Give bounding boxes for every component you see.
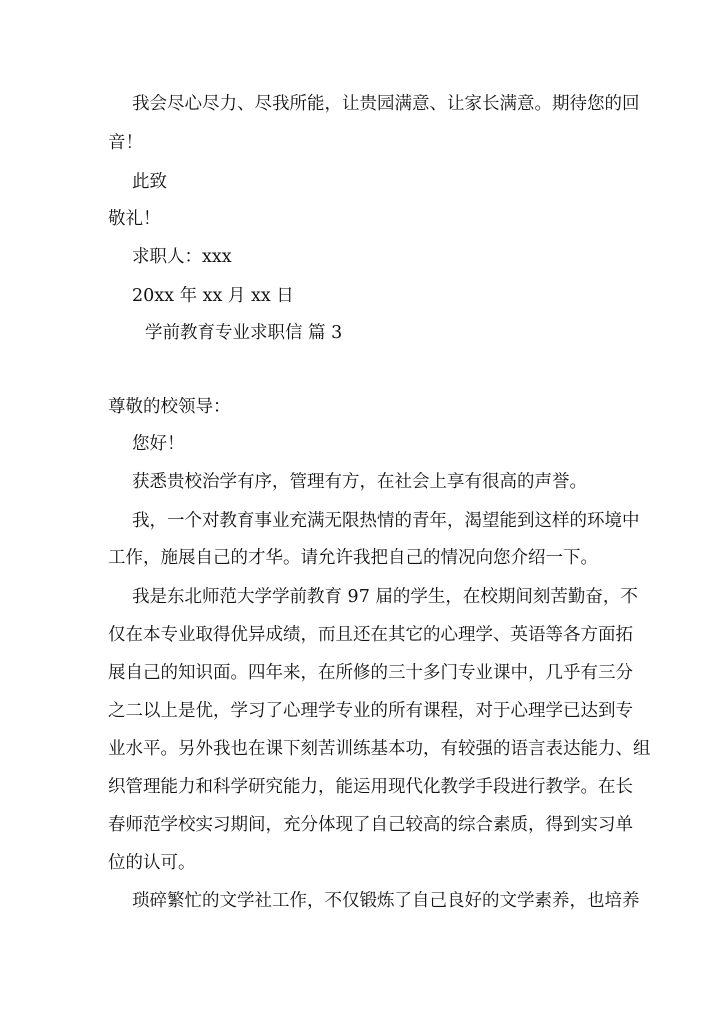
text-line: 之二以上是优，学习了心理学专业的所有课程，对于心理学已达到专 bbox=[108, 701, 633, 721]
text-line: 敬礼！ bbox=[108, 209, 161, 229]
text-line: 此致 bbox=[132, 172, 167, 192]
text-line: 业水平。另外我也在课下刻苦训练基本功，有较强的语言表达能力、组 bbox=[108, 739, 651, 759]
section-heading: 学前教育专业求职信 篇 3 bbox=[145, 323, 343, 343]
text-line: 琐碎繁忙的文学社工作，不仅锻炼了自己良好的文学素养，也培养 bbox=[132, 891, 640, 911]
text-line: 音！ bbox=[108, 133, 143, 153]
text-line: 展自己的知识面。四年来，在所修的三十多门专业课中，几乎有三分 bbox=[108, 663, 633, 683]
text-line: 我是东北师范大学学前教育 97 届的学生，在校期间刻苦勤奋，不 bbox=[132, 587, 638, 607]
text-line: 春师范学校实习期间，充分体现了自己较高的综合素质，得到实习单 bbox=[108, 815, 633, 835]
text-line: 织管理能力和科学研究能力，能运用现代化教学手段进行教学。在长 bbox=[108, 777, 633, 797]
salutation: 尊敬的校领导： bbox=[108, 397, 231, 417]
text-line: 位的认可。 bbox=[108, 853, 196, 873]
text-line: 获悉贵校治学有序，管理有方，在社会上享有很高的声誉。 bbox=[132, 472, 587, 492]
text-line: 求职人：xxx bbox=[132, 247, 232, 267]
text-line: 工作，施展自己的才华。请允许我把自己的情况向您介绍一下。 bbox=[108, 548, 598, 568]
text-line: 您好！ bbox=[132, 434, 185, 454]
text-line: 我，一个对教育事业充满无限热情的青年，渴望能到这样的环境中 bbox=[132, 511, 640, 531]
text-line: 我会尽心尽力、尽我所能，让贵园满意、让家长满意。期待您的回 bbox=[132, 94, 640, 114]
text-line: 仅在本专业取得优异成绩，而且还在其它的心理学、英语等各方面拓 bbox=[108, 625, 633, 645]
text-line: 20xx 年 xx 月 xx 日 bbox=[132, 286, 294, 306]
